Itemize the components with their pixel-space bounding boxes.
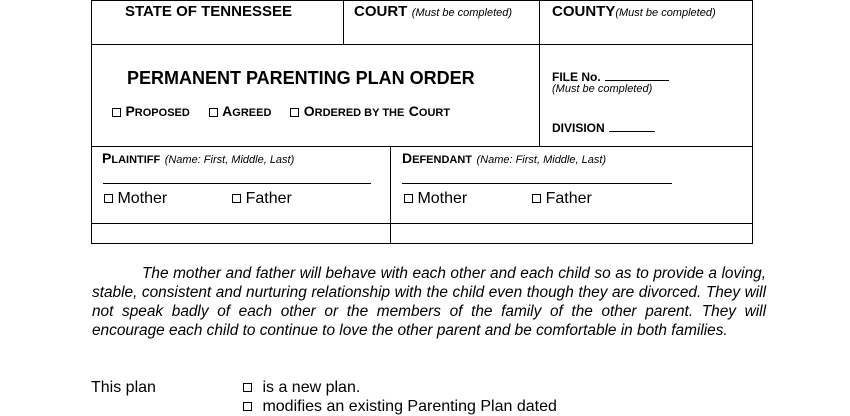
agreed-checkbox[interactable] xyxy=(209,108,218,117)
plan-option-modifies[interactable]: modifies an existing Parenting Plan dated xyxy=(243,398,557,416)
county-label: COUNTY xyxy=(552,3,616,20)
option-ordered[interactable]: ORDERED BY THE COURT xyxy=(290,103,450,120)
ordered-checkbox[interactable] xyxy=(290,108,299,117)
plan-label: This plan xyxy=(91,379,156,396)
defendant-note: (Name: First, Middle, Last) xyxy=(476,154,607,166)
modifies-plan-checkbox[interactable] xyxy=(243,402,252,411)
proposed-checkbox[interactable] xyxy=(112,108,121,117)
defendant-parent-options xyxy=(404,190,592,208)
division-field xyxy=(552,119,655,137)
intro-paragraph: The mother and father will behave with each other and each child so as to provide a loving, stable, consistent and nurturing relationship with the child even though they are divorced. They will not speak badly of each other or the members of the family of the other parent. They will encourage each child to continue to love the other parent and be comfortable in both families. xyxy=(92,265,766,339)
division-input[interactable] xyxy=(609,120,655,132)
plaintiff-mother-checkbox[interactable] xyxy=(104,194,113,203)
new-plan-checkbox[interactable] xyxy=(243,383,252,392)
plaintiff-note: (Name: First, Middle, Last) xyxy=(164,154,295,166)
plaintiff-parent-options xyxy=(104,190,292,208)
option-agreed[interactable]: AGREED xyxy=(209,103,276,120)
state-label: STATE OF TENNESSEE xyxy=(125,3,292,20)
plaintiff-name-line[interactable] xyxy=(103,183,371,184)
court-field xyxy=(354,3,512,21)
defendant-mother-option[interactable]: Mother xyxy=(404,190,472,207)
plaintiff-header: PLAINTIFF (Name: First, Middle, Last) xyxy=(102,150,295,166)
division-label: DIVISION xyxy=(552,121,605,135)
court-note: (Must be completed) xyxy=(411,7,513,19)
form-title: PERMANENT PARENTING PLAN ORDER xyxy=(127,68,475,88)
plaintiff-father-checkbox[interactable] xyxy=(232,194,241,203)
file-number-label: FILE No. xyxy=(552,70,601,84)
file-number-input[interactable] xyxy=(605,69,669,81)
court-label: COURT xyxy=(354,3,408,20)
file-number-note: (Must be completed) xyxy=(552,83,653,95)
plaintiff-father-option[interactable]: Father xyxy=(232,190,292,207)
option-proposed[interactable]: PROPOSED xyxy=(112,103,194,120)
defendant-header: DEFENDANT (Name: First, Middle, Last) xyxy=(402,150,607,166)
county-note: (Must be completed) xyxy=(615,7,716,19)
plan-option-new[interactable]: is a new plan. xyxy=(243,379,360,397)
defendant-mother-checkbox[interactable] xyxy=(404,194,413,203)
plaintiff-mother-option[interactable]: Mother xyxy=(104,190,172,207)
order-options xyxy=(112,103,450,121)
defendant-father-checkbox[interactable] xyxy=(532,194,541,203)
county-field xyxy=(552,3,716,21)
defendant-name-line[interactable] xyxy=(402,183,672,184)
defendant-father-option[interactable]: Father xyxy=(532,190,592,207)
